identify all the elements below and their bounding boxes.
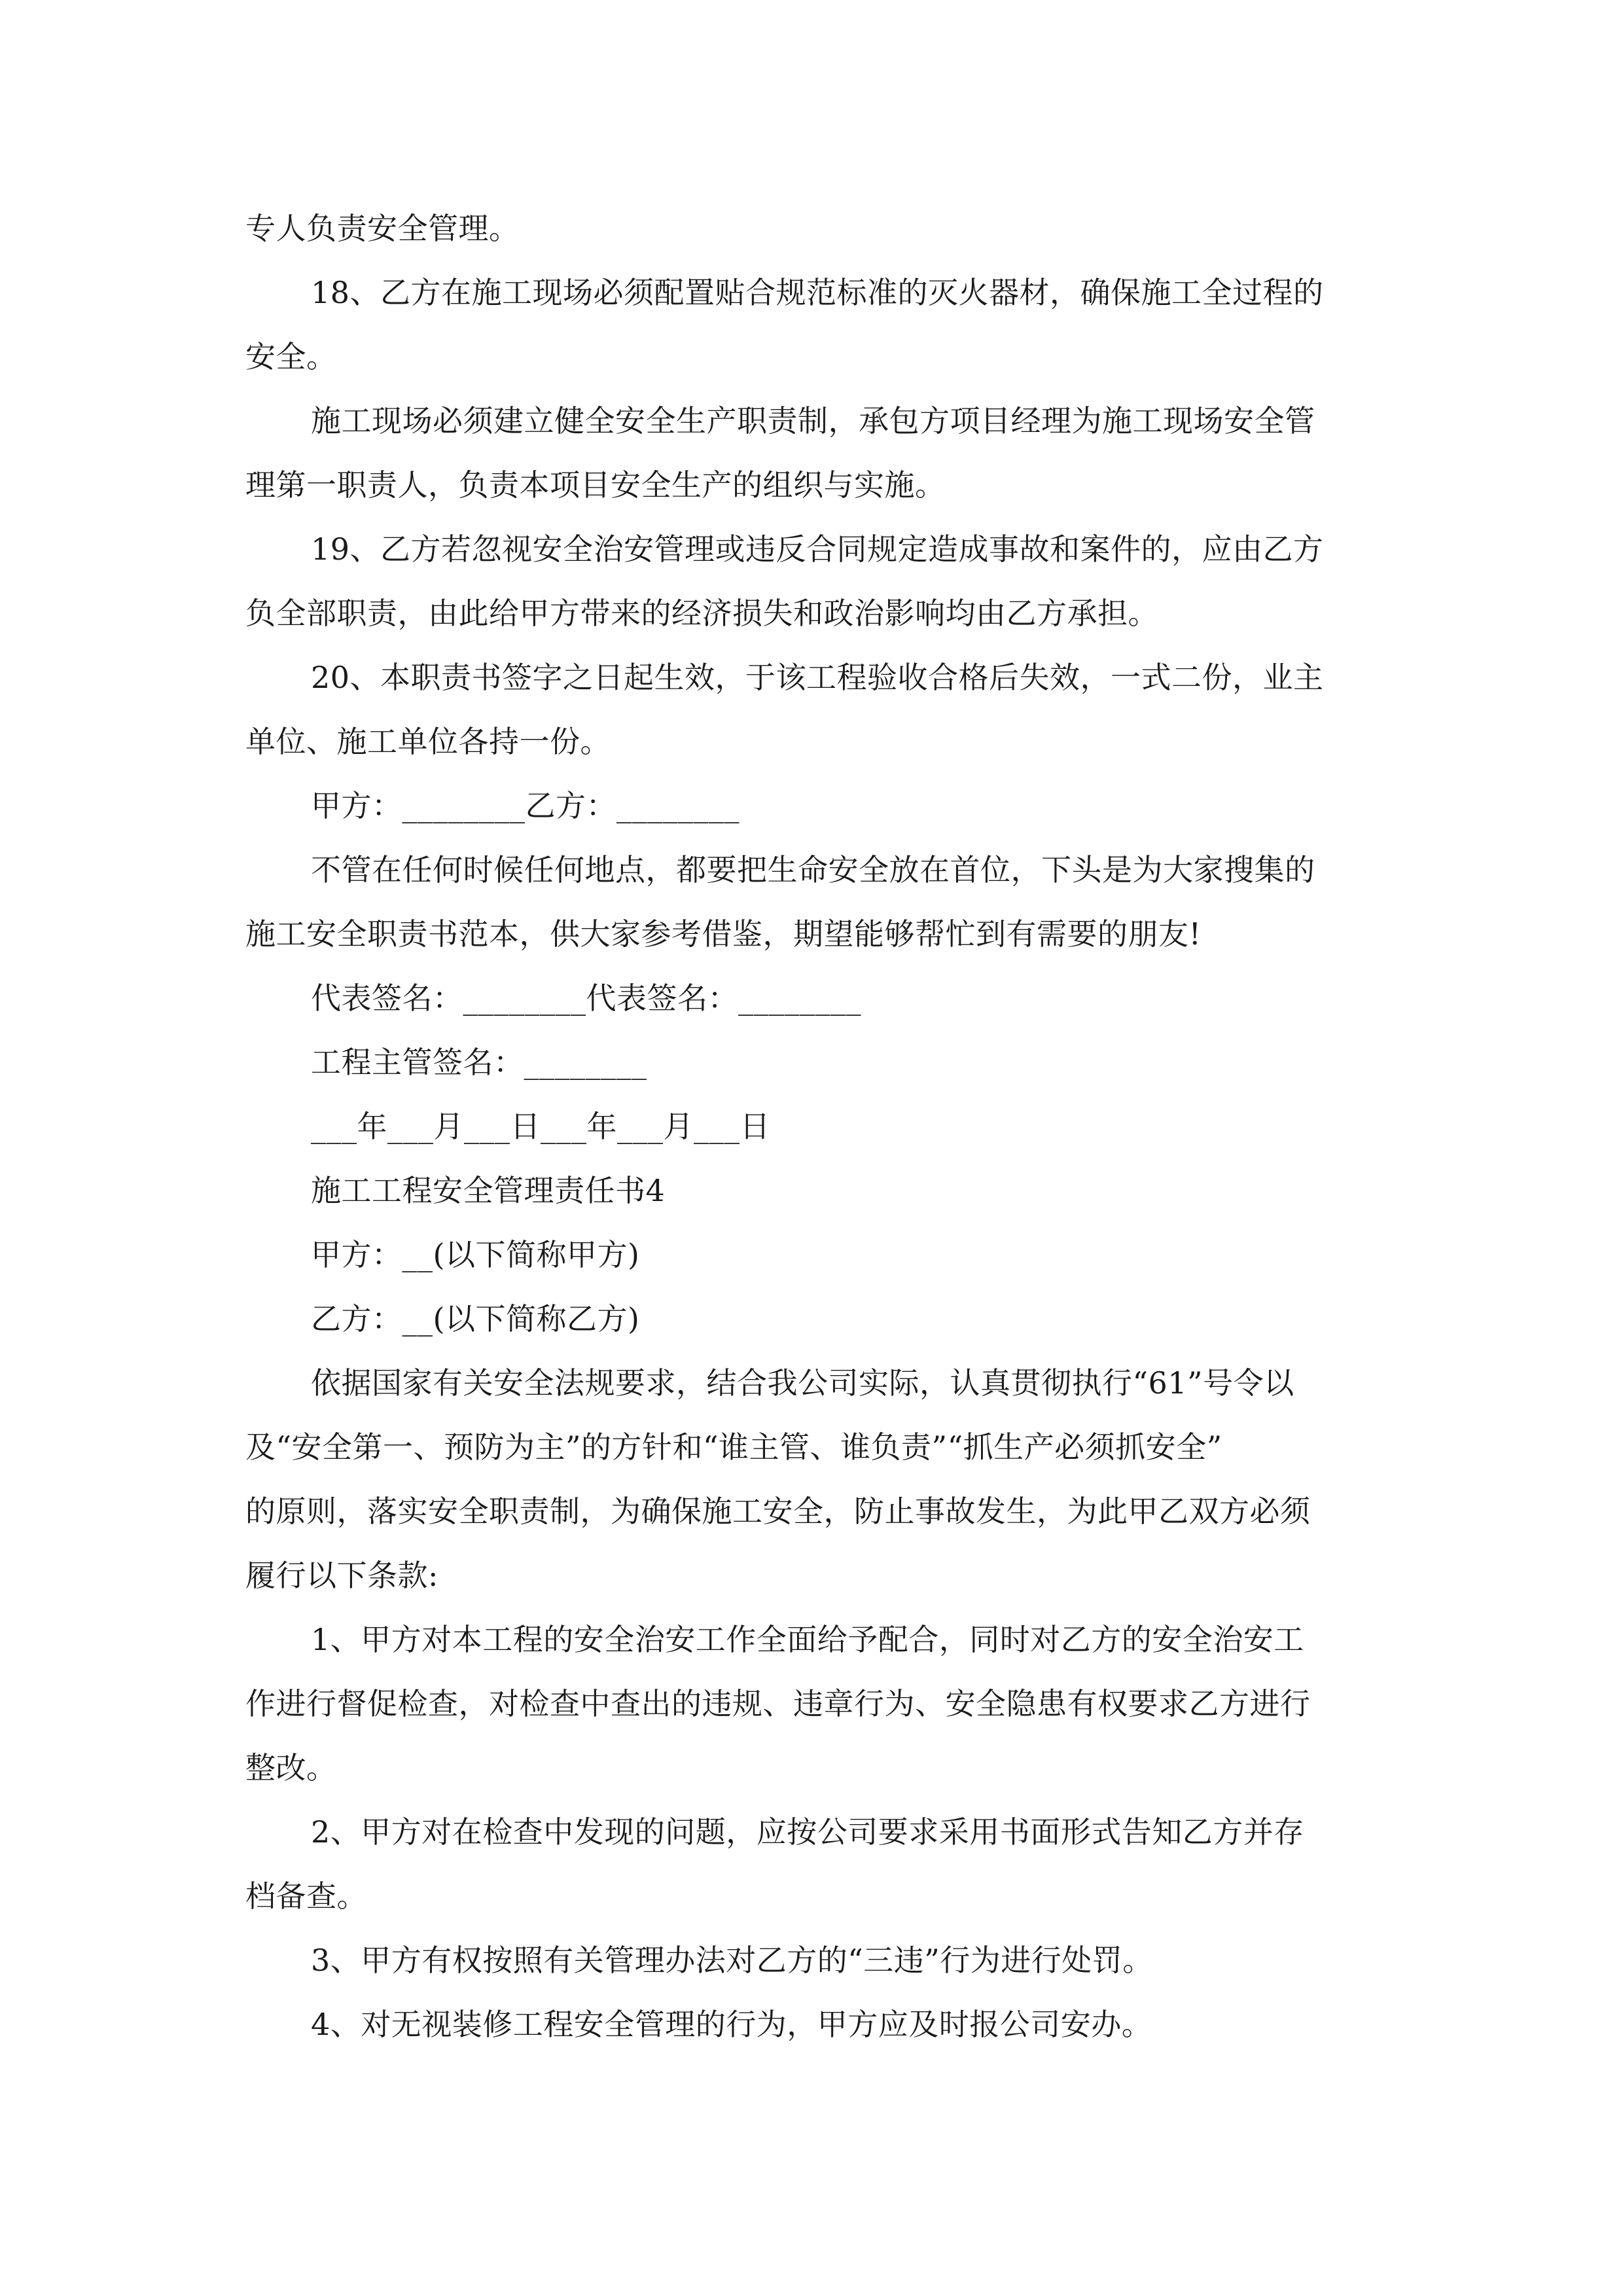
text-line: 不管在任何时候任何地点，都要把生命安全放在首位，下头是为大家搜集的 [311, 852, 1315, 888]
text-line: 单位、施工单位各持一份。 [245, 724, 611, 759]
text-line: 档备查。 [245, 1878, 367, 1914]
party-a-line: 甲方：__(以下简称甲方) [311, 1237, 640, 1272]
text-line: 施工现场必须建立健全安全生产职责制，承包方项目经理为施工现场安全管 [311, 403, 1315, 439]
text-line: 20、本职责书签字之日起生效，于该工程验收合格后失效，一式二份，业主 [311, 660, 1324, 695]
section-title: 施工工程安全管理责任书4 [311, 1173, 666, 1208]
text-line: 理第一职责人，负责本项目安全生产的组织与实施。 [245, 467, 946, 503]
text-line: 负全部职责，由此给甲方带来的经济损失和政治影响均由乙方承担。 [245, 596, 1158, 631]
text-line: 1、甲方对本工程的安全治安工作全面给予配合，同时对乙方的安全治安工 [311, 1622, 1304, 1657]
text-line: 19、乙方若忽视安全治安管理或违反合同规定造成事故和案件的，应由乙方 [311, 531, 1324, 567]
text-line: 安全。 [245, 339, 337, 374]
document-body [245, 196, 1378, 2056]
signature-line: 甲方：________乙方：________ [311, 788, 740, 823]
party-b-line: 乙方：__(以下简称乙方) [311, 1301, 640, 1336]
date-line: ___年___月___日___年___月___日 [311, 1109, 770, 1144]
text-line: 及“安全第一、预防为主”的方针和“谁主管、谁负责”“抓生产必须抓安全” [245, 1429, 1222, 1465]
text-line: 依据国家有关安全法规要求，结合我公司实际，认真贯彻执行“61”号令以 [311, 1365, 1294, 1401]
text-line: 2、甲方对在检查中发现的问题，应按公司要求采用书面形式告知乙方并存 [311, 1814, 1304, 1850]
text-line: 的原则，落实安全职责制，为确保施工安全，防止事故发生，为此甲乙双方必须 [245, 1494, 1311, 1529]
text-line: 4、对无视装修工程安全管理的行为，甲方应及时报公司安办。 [311, 2007, 1152, 2042]
signature-line: 工程主管签名：________ [311, 1045, 647, 1080]
text-line: 3、甲方有权按照有关管理办法对乙方的“三违”行为进行处罚。 [311, 1943, 1153, 1978]
text-line: 18、乙方在施工现场必须配置贴合规范标准的灭火器材，确保施工全过程的 [311, 275, 1324, 310]
text-line: 作进行督促检查，对检查中查出的违规、违章行为、安全隐患有权要求乙方进行 [245, 1686, 1311, 1721]
text-line: 专人负责安全管理。 [245, 211, 520, 246]
text-line: 履行以下条款: [245, 1558, 438, 1593]
text-line: 整改。 [245, 1750, 337, 1785]
signature-line: 代表签名：________代表签名：________ [311, 980, 861, 1016]
text-line: 施工安全职责书范本，供大家参考借鉴，期望能够帮忙到有需要的朋友! [245, 916, 1202, 952]
